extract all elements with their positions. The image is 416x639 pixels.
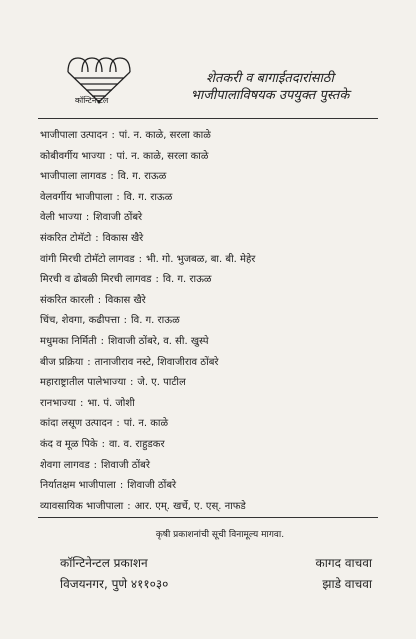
book-author: वा. व. राहुडकर	[109, 438, 165, 450]
book-item	[40, 208, 380, 229]
book-item	[40, 188, 380, 209]
book-item	[40, 435, 380, 456]
book-author: पां. न. काळे, सरला काळे	[118, 130, 211, 141]
book-title: मिरची व ढोबळी मिरची लागवड	[40, 274, 152, 286]
book-item	[40, 414, 380, 435]
book-title: संकरित टोमॅटो	[40, 232, 92, 244]
book-title: बीज प्रक्रिया	[40, 356, 84, 368]
separator: :	[130, 377, 134, 389]
book-item	[40, 167, 380, 188]
separator: :	[155, 274, 159, 286]
book-title: चिंच, शेवगा, कढीपत्ता	[40, 315, 120, 327]
slogan-block	[262, 553, 372, 595]
book-author: भा. पं. जोशी	[87, 397, 135, 409]
book-item	[40, 291, 380, 312]
book-title: वेली भाज्या	[40, 212, 82, 224]
bottom-divider	[38, 517, 378, 518]
book-author: वि. ग. राऊळ	[123, 191, 173, 203]
book-item	[40, 126, 380, 147]
separator: :	[110, 171, 114, 183]
separator: :	[101, 438, 105, 450]
book-item	[40, 456, 380, 477]
separator: :	[87, 356, 91, 368]
book-author: आर. एम्. खर्चे, ए. एस्. नाफडे	[134, 500, 246, 512]
separator: :	[93, 459, 98, 471]
book-title: निर्यातक्षम भाजीपाला	[40, 480, 116, 492]
book-author: विकास खैरे	[102, 232, 144, 244]
book-item	[40, 311, 380, 332]
page-heading	[170, 70, 370, 104]
book-list	[40, 126, 380, 517]
book-author: भी. गो. भुजबळ, बा. बी. मेहेर	[146, 253, 256, 265]
separator: :	[97, 294, 102, 306]
separator: :	[119, 480, 124, 492]
publisher-address: विजयनगर, पुणे ४११०३०	[60, 577, 169, 591]
book-author: शिवाजी ठोंबरे	[93, 212, 143, 224]
book-title: शेवगा लागवड	[40, 459, 90, 471]
book-item	[40, 147, 380, 168]
book-title: भाजीपाला उत्पादन	[40, 130, 108, 141]
book-item	[40, 373, 380, 394]
book-author: वि. ग. राऊळ	[117, 171, 167, 183]
book-title: रानभाज्या	[40, 397, 76, 409]
book-title: व्यावसायिक भाजीपाला	[40, 500, 124, 512]
separator: :	[111, 130, 115, 141]
book-title: मधुमका निर्मिती	[40, 335, 97, 347]
separator: :	[100, 335, 104, 347]
book-title: कंद व मूळ पिके	[40, 438, 98, 450]
separator: :	[138, 253, 143, 265]
logo-text: कॉन्टिनेन्टल	[75, 96, 109, 105]
book-item	[40, 250, 380, 271]
book-item	[40, 476, 380, 497]
book-author: जे. ए. पाटील	[137, 377, 186, 389]
book-item	[40, 497, 380, 518]
book-item	[40, 229, 380, 250]
book-item	[40, 353, 380, 374]
book-author: पां. न. काळे	[123, 418, 169, 430]
book-author: पां. न. काळे, सरला काळे	[116, 150, 209, 162]
separator: :	[109, 150, 113, 162]
separator: :	[85, 212, 90, 224]
separator: :	[95, 232, 99, 244]
separator: :	[79, 397, 84, 409]
book-author: विकास खैरे	[105, 294, 146, 306]
publisher-block	[60, 553, 168, 595]
book-title: वेलवर्गीय भाजीपाला	[40, 191, 113, 203]
separator: :	[116, 418, 120, 430]
heading-line-2: भाजीपालाविषयक उपयुक्त पुस्तके	[190, 88, 350, 103]
book-title: कांदा लसूण उत्पादन	[40, 418, 113, 430]
book-title: वांगी मिरची टोमॅटो लागवड	[40, 253, 135, 265]
book-item	[40, 270, 380, 291]
book-title: भाजीपाला लागवड	[40, 171, 107, 183]
book-title: संकरित कारली	[40, 294, 94, 306]
book-author: वि. ग. राऊळ	[162, 274, 212, 286]
book-author: तानाजीराव नस्टे, शिवाजीराव ठोंबरे	[94, 356, 219, 368]
heading-line-1: शेतकरी व बागाईतदारांसाठी	[206, 71, 334, 86]
top-divider	[38, 118, 378, 119]
separator: :	[116, 191, 120, 203]
book-author: शिवाजी ठोंबरे	[101, 459, 150, 471]
book-title: महाराष्ट्रातील पालेभाज्या	[40, 377, 127, 389]
book-author: शिवाजी ठोंबरे	[127, 480, 177, 492]
catalogue-note: कृषी प्रकाशनांची सूची विनामूल्य मागवा.	[155, 530, 285, 540]
book-item	[40, 394, 380, 415]
book-item	[40, 332, 380, 353]
book-title: कोबीवर्गीय भाज्या	[40, 150, 106, 162]
slogan-line-2: झाडे वाचवा	[322, 577, 372, 591]
slogan-line-1: कागद वाचवा	[315, 556, 372, 570]
separator: :	[127, 500, 131, 512]
book-author: वि. ग. राऊळ	[131, 315, 180, 327]
separator: :	[123, 315, 128, 327]
publisher-name: कॉन्टिनेन्टल प्रकाशन	[60, 556, 148, 570]
book-author: शिवाजी ठोंबरे, व. सी. खुस्पे	[107, 335, 209, 347]
